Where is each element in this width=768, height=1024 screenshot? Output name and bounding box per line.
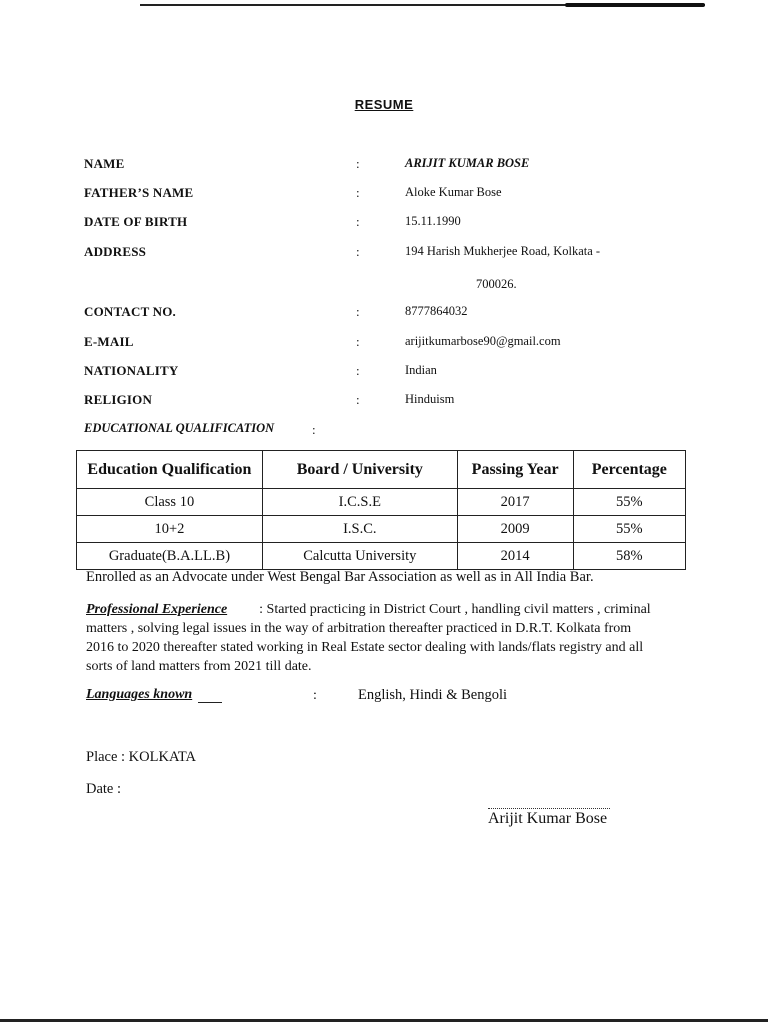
- info-row-religion: [0, 392, 768, 410]
- info-value: Aloke Kumar Bose: [405, 185, 502, 199]
- table-header-row: [77, 451, 686, 489]
- info-value: 15.11.1990: [405, 214, 461, 228]
- info-value: Indian: [405, 363, 437, 377]
- table-cell: 2014: [457, 543, 573, 570]
- signature-dotted-line: [488, 808, 610, 809]
- page-title: RESUME: [354, 97, 414, 112]
- info-row-fathers-name: [0, 185, 768, 203]
- place-line: Place : KOLKATA: [86, 749, 196, 765]
- table-header: Percentage: [573, 451, 685, 489]
- info-row-contact: [0, 304, 768, 322]
- enrollment-statement: Enrolled as an Advocate under West Bengal Bar Association as well as in All India Bar.: [86, 569, 594, 585]
- table-cell: 55%: [573, 489, 685, 516]
- table-header: Board / University: [262, 451, 457, 489]
- info-row-name: [0, 156, 768, 174]
- table-cell: Graduate(B.A.LL.B): [77, 543, 263, 570]
- signature-name: Arijit Kumar Bose: [488, 810, 608, 827]
- info-value: arijitkumarbose90@gmail.com: [405, 334, 561, 348]
- education-heading: EDUCATIONAL QUALIFICATION: [84, 421, 275, 435]
- info-label: RELIGION: [84, 392, 153, 407]
- info-colon: :: [356, 392, 360, 407]
- languages-colon: :: [313, 688, 317, 703]
- info-label: ADDRESS: [84, 244, 147, 259]
- info-label: FATHER’S NAME: [84, 185, 194, 200]
- languages-label: Languages known: [86, 687, 193, 702]
- info-colon: :: [356, 214, 360, 229]
- education-colon: :: [312, 422, 316, 437]
- info-label: DATE OF BIRTH: [84, 214, 188, 229]
- info-label: NAME: [84, 156, 125, 171]
- info-row-date-of-birth: [0, 214, 768, 232]
- info-value: 194 Harish Mukherjee Road, Kolkata -: [405, 244, 601, 258]
- info-label: NATIONALITY: [84, 363, 179, 378]
- info-colon: :: [356, 244, 360, 259]
- scan-edge-bottom: [0, 1019, 768, 1022]
- info-label: E-MAIL: [84, 334, 134, 349]
- info-row-email: [0, 334, 768, 352]
- info-colon: :: [356, 334, 360, 349]
- table-cell: 2017: [457, 489, 573, 516]
- info-colon: :: [356, 304, 360, 319]
- table-cell: 2009: [457, 516, 573, 543]
- info-colon: :: [356, 363, 360, 378]
- languages-underline: [198, 702, 222, 703]
- table-row: [77, 543, 686, 570]
- table-cell: I.C.S.E: [262, 489, 457, 516]
- info-colon: :: [356, 185, 360, 200]
- table-row: [77, 516, 686, 543]
- date-line: Date :: [86, 781, 122, 797]
- info-colon: :: [356, 156, 360, 171]
- table-cell: 55%: [573, 516, 685, 543]
- info-value: ARIJIT KUMAR BOSE: [405, 156, 530, 170]
- education-table: [76, 450, 686, 570]
- table-header: Passing Year: [457, 451, 573, 489]
- table-cell: I.S.C.: [262, 516, 457, 543]
- info-row-nationality: [0, 363, 768, 381]
- table-cell: 58%: [573, 543, 685, 570]
- info-value: Hinduism: [405, 392, 455, 406]
- scan-edge-top-thick: [565, 3, 705, 7]
- table-cell: Class 10: [77, 489, 263, 516]
- table-cell: 10+2: [77, 516, 263, 543]
- professional-experience-label: Professional Experience: [86, 602, 228, 617]
- table-cell: Calcutta University: [262, 543, 457, 570]
- professional-experience-text: : Started practicing in District Court , handling civil matters , criminal matters , solving legal issues in the way of arbitration thereafter practiced in D.R.T. Kolkata from 2016 to 2020 thereafter stated working in Real Estate sector dealing with lands/flats registry and all sorts of land matters from 2021 till date.: [86, 602, 651, 674]
- table-row: [77, 489, 686, 516]
- table-header: Education Qualification: [77, 451, 263, 489]
- info-value: 8777864032: [405, 304, 468, 318]
- address-continued: 700026.: [476, 277, 517, 291]
- languages-value: English, Hindi & Bengoli: [358, 687, 508, 703]
- info-label: CONTACT NO.: [84, 304, 177, 319]
- professional-experience: [86, 600, 656, 676]
- info-row-address: [0, 244, 768, 262]
